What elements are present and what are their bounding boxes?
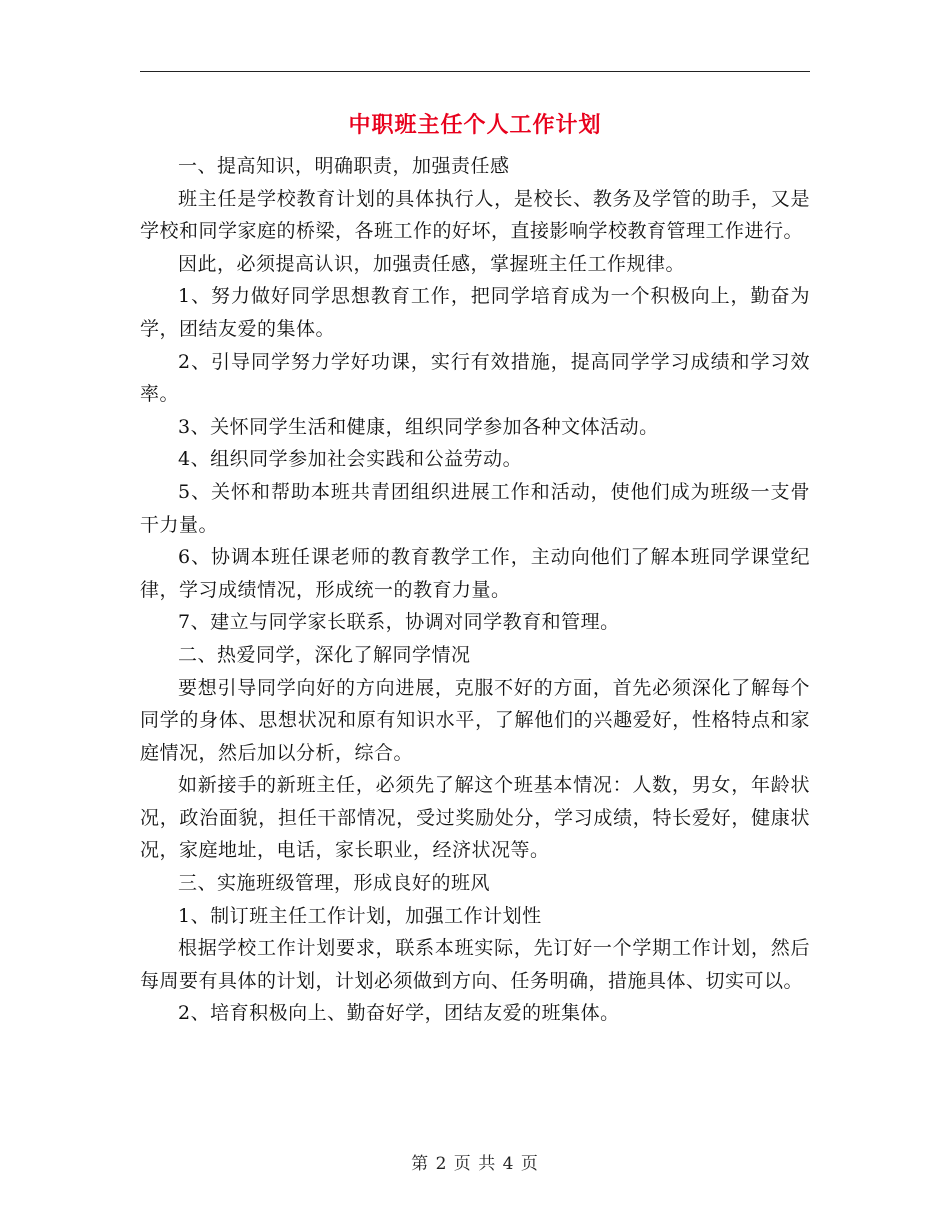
document-title: 中职班主任个人工作计划 (348, 112, 602, 138)
header-rule (140, 71, 810, 72)
paragraph: 三、实施班级管理，形成良好的班风 (178, 872, 491, 895)
paragraph: 4、组织同学参加社会实践和公益劳动。 (178, 448, 523, 471)
paragraph: 根据学校工作计划要求，联系本班实际，先订好一个学期工作计划，然后每周要有具体的计划，计划必须做到方向、任务明确，措施具体、切实可以。 (140, 937, 810, 992)
paragraph: 要想引导同学向好的方向进展，克服不好的方面，首先必须深化了解每个同学的身体、思想状况和原有知识水平，了解他们的兴趣爱好，性格特点和家庭情况，然后加以分析，综合。 (140, 676, 810, 764)
paragraph: 2、培育积极向上、勤奋好学，团结友爱的班集体。 (178, 1002, 620, 1025)
paragraph: 3、关怀同学生活和健康，组织同学参加各种文体活动。 (178, 415, 659, 438)
page-number: 第 2 页 共 4 页 (411, 1154, 539, 1174)
paragraph: 7、建立与同学家长联系，协调对同学教育和管理。 (178, 611, 620, 634)
paragraph: 一、提高知识，明确职责，加强责任感 (178, 155, 510, 177)
paragraph: 1、努力做好同学思想教育工作，把同学培育成为一个积极向上，勤奋为学，团结友爱的集体。 (140, 285, 810, 340)
document-body (140, 150, 810, 1030)
paragraph: 二、热爱同学，深化了解同学情况 (178, 643, 471, 666)
paragraph: 5、关怀和帮助本班共青团组织进展工作和活动，使他们成为班级一支骨干力量。 (140, 480, 810, 536)
paragraph: 2、引导同学努力学好功课，实行有效措施，提高同学学习成绩和学习效率。 (140, 350, 810, 406)
paragraph: 因此，必须提高认识，加强责任感，掌握班主任工作规律。 (178, 252, 686, 275)
paragraph: 1、制订班主任工作计划，加强工作计划性 (178, 904, 542, 927)
paragraph: 6、协调本班任课老师的教育教学工作，主动向他们了解本班同学课堂纪律，学习成绩情况，形成统一的教育力量。 (140, 546, 810, 601)
paragraph: 班主任是学校教育计划的具体执行人，是校长、教务及学管的助手，又是学校和同学家庭的桥梁，各班工作的好坏，直接影响学校教育管理工作进行。 (140, 187, 810, 243)
paragraph: 如新接手的新班主任，必须先了解这个班基本情况：人数，男女，年龄状况，政治面貌，担任干部情况，受过奖励处分，学习成绩，特长爱好，健康状况，家庭地址，电话，家长职业，经济状况等。 (140, 774, 810, 862)
